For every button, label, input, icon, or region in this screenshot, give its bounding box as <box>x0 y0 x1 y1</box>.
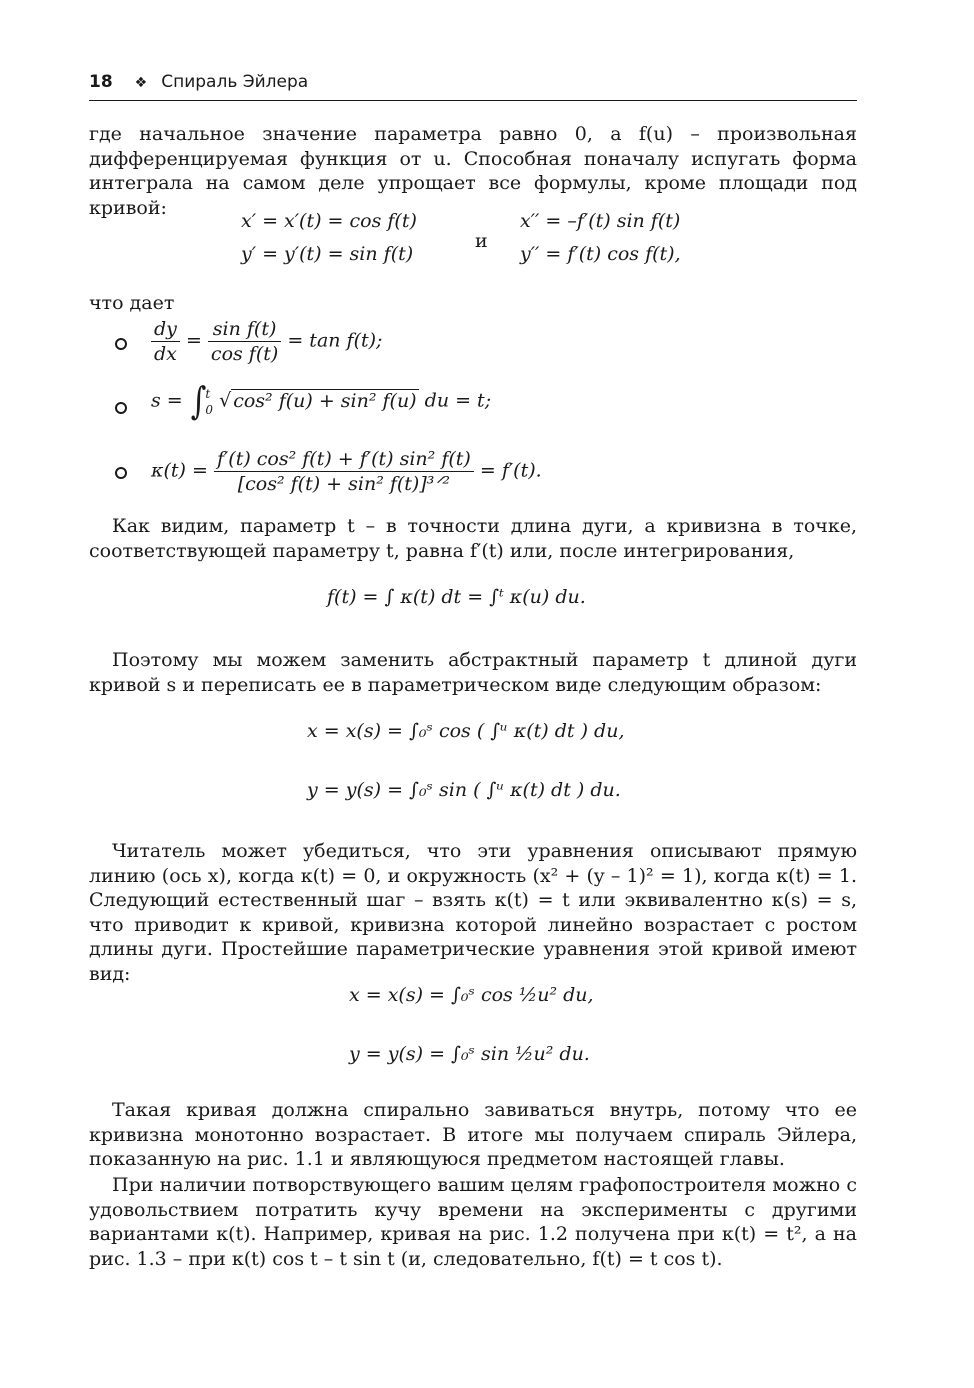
numerator: sin f(t) <box>208 318 281 342</box>
curvature-lhs: κ(t) = <box>151 459 208 482</box>
running-header <box>89 72 857 101</box>
paragraph-3: Как видим, параметр t – в точности длина дуги, а кривизна в точке, соответствующей параметру t, равна f′(t) или, после интегрирования, <box>89 515 857 562</box>
equation-curvature <box>151 448 542 495</box>
numerator: dy <box>151 318 180 342</box>
arc-length-lhs: s = <box>151 389 183 412</box>
numerator: f′(t) cos² f(t) + f′(t) sin² f(t) <box>214 448 474 472</box>
fraction-sin-cos <box>208 318 281 365</box>
equation-slope: $\frac{dy}{dx}$ = $\frac{\text{sin f(t)}}{\text{cos f(t)}}$ = tan f(t); <box>151 318 382 365</box>
equation-euler-y: y = y(s) = ∫₀ˢ sin ½u² du. <box>349 1043 590 1065</box>
equation-euler-x: x = x(s) = ∫₀ˢ cos ½u² du, <box>349 984 594 1006</box>
bullet-icon <box>115 467 127 479</box>
paragraph-6: Такая кривая должна спирально завиваться внутрь, потому что ее кривизна монотонно возрастает. В итоге мы получаем спираль Эйлера, показанную на рис. 1.1 и являющуюся предметом настоящей главы. <box>89 1099 857 1171</box>
page-number: 18 <box>89 72 113 92</box>
paragraph-1: где начальное значение параметра равно 0, а f(u) – произвольная дифференцируемая функция от u. Способная поначалу испугать форма интеграла на самом деле упрощает все формулы, кроме площади под кривой: <box>89 123 857 219</box>
denominator: cos f(t) <box>210 343 279 365</box>
integral-limits: t 0 <box>205 386 214 417</box>
equation-x-prime: x′ = x′(t) = cos f(t) <box>241 210 417 232</box>
denominator: [cos² f(t) + sin² f(t)]³ᐟ² <box>237 473 451 495</box>
sqrt-content: cos² f(u) + sin² f(u) <box>233 389 417 412</box>
equation-x-of-s: x = x(s) = ∫₀ˢ cos ( ∫ᵘ κ(t) dt ) du, <box>307 720 625 742</box>
fraction-curvature <box>214 448 474 495</box>
equation-conjunction: и <box>475 230 488 252</box>
integral-icon: ∫ <box>190 379 207 424</box>
bullet-icon <box>115 338 127 350</box>
sqrt-icon: √ <box>219 389 232 412</box>
slope-result: = tan f(t); <box>287 329 383 352</box>
equation-x-double-prime: x′′ = –f′(t) sin f(t) <box>520 210 681 232</box>
bullet-icon <box>115 402 127 414</box>
curvature-result: = f′(t). <box>479 459 542 482</box>
paragraph-4: Поэтому мы можем заменить абстрактный параметр t длиной дуги кривой s и переписать ее в параметрическом виде следующим образом: <box>89 649 857 696</box>
chapter-title: Спираль Эйлера <box>161 72 309 92</box>
page <box>89 72 857 1270</box>
denominator: dx <box>154 343 177 365</box>
paragraph-5: Читатель может убедиться, что эти уравнения описывают прямую линию (ось x), когда κ(t) = 0, и окружность (x² + (y – 1)² = 1), когда κ(t) = 1. Следующий естественный шаг – взять κ(t) = t или эквивалентно κ(s) = s, что приводит к кривой, кривизна которой линейно возрастает с ростом длины дуги. Простейшие параметрические уравнения этой кривой имеют вид: <box>89 840 857 985</box>
arc-length-result: du = t; <box>424 389 492 412</box>
ornament-icon: ❖ <box>134 75 148 91</box>
paragraph-7: При наличии потворствующего вашим целям графопостроителя можно с удовольствием потратить кучу времени на эксперименты с другими вариантами κ(t). Например, кривая на рис. 1.2 получена при κ(t) = t², а на рис. 1.3 – при κ(t) cos t – t sin t (и, следовательно, f(t) = t cos t). <box>89 1174 857 1270</box>
equation-arc-length <box>151 379 492 424</box>
equation-y-prime: y′ = y′(t) = sin f(t) <box>241 243 414 265</box>
equation-y-of-s: y = y(s) = ∫₀ˢ sin ( ∫ᵘ κ(t) dt ) du. <box>307 779 621 801</box>
equation-y-double-prime: y′′ = f′(t) cos f(t), <box>520 243 681 265</box>
fraction-dy-dx <box>151 318 180 365</box>
equation-f-integral: f(t) = ∫ κ(t) dt = ∫ᵗ κ(u) du. <box>327 586 586 608</box>
paragraph-2: что дает <box>89 292 175 314</box>
